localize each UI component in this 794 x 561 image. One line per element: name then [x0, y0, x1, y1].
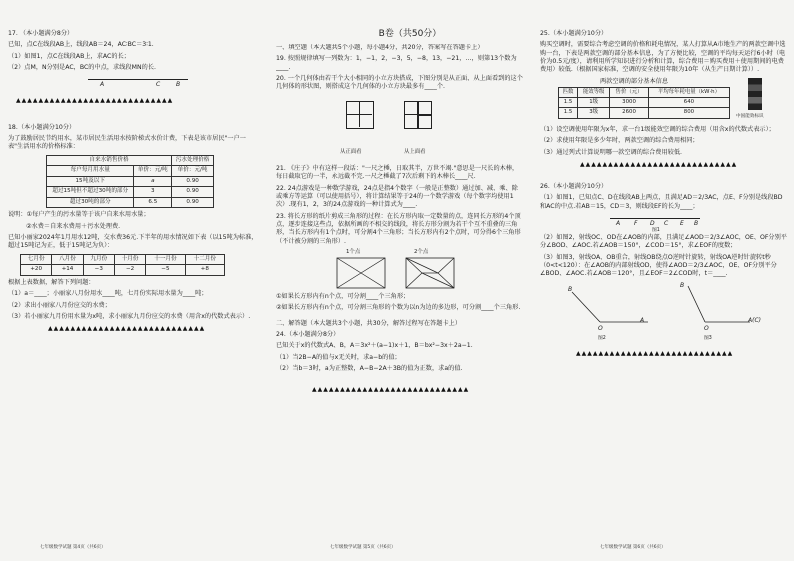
table-header-sewage: 污水处理价格 — [172, 155, 214, 166]
end-marks: ▲▲▲▲▲▲▲▲▲▲▲▲▲▲▲▲▲▲▲▲▲▲▲▲▲▲▲▲ — [16, 97, 174, 105]
q18-paragraph1: 已知小丽家2024年1月用水12吨，交水费36元.下半年的用水情况如下表（以15吨为标准，超过15吨记为正，低于15吨记为负）： — [8, 234, 258, 250]
table-title: 两款空调的部分基本信息 — [600, 77, 669, 85]
end-marks: ▲▲▲▲▲▲▲▲▲▲▲▲▲▲▲▲▲▲▲▲▲▲▲▲▲▲▲▲ — [312, 385, 470, 393]
fig-label-1point: 1个点 — [346, 249, 361, 256]
q26-part2: （2）如图2，射线OC、OD在∠AOB的内部，且满足∠AOD＝2/3∠AOC，OE、OF分别平分∠BOD、∠AOC.若∠AOB＝150°，∠COD＝15°，求∠EOF的度数； — [540, 234, 787, 250]
q17-heading: 17. （本小题满分8分） — [8, 30, 74, 37]
table-row: 1.5 3级 2600 800 — [559, 108, 730, 118]
q17-text: 已知，点C在线段AB上，线段AB＝24，AC∶BC＝3∶1. — [8, 41, 154, 49]
energy-label-icon — [748, 78, 762, 110]
q23-rectangles-figure — [276, 249, 524, 293]
note-2: ②水费＝自来水费用＋污水处理费. — [26, 222, 121, 230]
fig-label-c: C — [156, 81, 161, 89]
q23-part2: ②如果长方形内有n个点，可分割三角形的个数为以n为边的多边形，可分割____个三角形. — [276, 304, 521, 312]
q24-part2: （2）当b＝3时，a为正整数，A−B−2A＋3B的值为正数，求a的值. — [276, 365, 463, 373]
page-footer-4: 七年级数学试题 第4页（共6页） — [40, 544, 106, 550]
q18-part2: （2）求出小丽家八月份应交的水费； — [8, 301, 111, 309]
table-row: 超过15吨但不超过30吨的部分 3 0.90 — [47, 187, 214, 198]
page-footer-6: 七年级数学试题 第6页（共6页） — [600, 544, 666, 550]
table-header-tap: 自来水销售价格 — [47, 155, 172, 166]
q25-text: 购买空调时，需要综合考虑空调的价格和耗电情况，某人打算从A市地生产的两款空调中选购一台，下表是两款空调的部分基本信息，为了方便比较，空调的平均每天运行6小时（电价为0.5元/度），请利用所学知识进行分析和计算，综合费用＝购买费用＋使用期间的电费费用）较低.（根据国家标准，空调的安全使用年限为10年（从生产日期计算））. — [540, 41, 786, 74]
q19-text: 19. 按照规律填写一列数为：1，−1，2，−3，5，−8，13，−21，…，则第13个数为____. — [276, 55, 517, 71]
top-view-label: 从上面看 — [404, 148, 426, 155]
q18-intro: 为了鼓励居民节约用水，某市居民生活用水按阶梯式水价计费，下表是该市居民"一户一表"生活用水的价格标准： — [8, 134, 246, 151]
q26-fig2-fig3: B O A B O A(C) 图2 图3 — [540, 282, 788, 346]
table-row: 1.5 1级 3000 640 — [559, 98, 730, 108]
note-1: 说明：①每户产生的污水量等于该户自来水用水量； — [8, 211, 150, 219]
table-subheader-usage: 每户每月用水量 — [47, 166, 134, 177]
triangulation-diagram — [336, 257, 486, 291]
q20-text: 20. 一个几何体由若干个大小相同的小立方块搭成，下图分别是从正面、从上面看到的这个几何体的形状图，则搭成这个几何体的小立方块最多有____个. — [276, 75, 523, 91]
q25-part1: （1）设空调使用年限为x年，求一台1级能效空调的综合费用（用含x的代数式表示）； — [540, 125, 775, 133]
table-subheader-price: 单价：元/吨 — [134, 166, 172, 177]
q18-paragraph2: 根据上表数据，解答下列问题： — [8, 278, 95, 286]
q20-views-figure — [276, 95, 524, 165]
q23-part1: ①如果长方形内有n个点，可分割____个三角形； — [276, 293, 410, 301]
exam-column-page4 — [8, 28, 258, 539]
aircon-table: 匹数 能效等级 售价（元） 平均每年耗电量（kW·h） 1.5 1级 3000 640 1.5 3级 2600 800 — [558, 87, 730, 119]
q18-part3: （3）若小丽家九月份用水量为x吨，求小丽家九月份应交的水费（用含x的代数式表示）. — [8, 312, 251, 320]
part2-heading: 二、解答题（本大题共3个小题，共30分，解答过程写在答题卡上） — [276, 319, 462, 327]
q22-text: 22. 24点游戏是一种数学游戏，24点是指4个数字（一般是正整数）通过加、减、乘、除或乘方等运算（可以使用括号），将计算结果等于24的一个数学游戏（每个数字均使用1次）.现有1，2，3的24点游戏的一种计算式为____. — [276, 184, 518, 209]
q26-fig1: A F D C E B 图1 — [540, 214, 788, 234]
fig1-caption: 图1 — [652, 228, 660, 234]
q17-part1: （1）如图1，点C在线段AB上，求AC的长； — [8, 52, 130, 60]
exam-column-page6 — [540, 28, 788, 539]
q26-part1: （1）如图1，已知点C、D在线段AB上两点，且满足AD＝2/3AC，点E、F分别是线段BD和AC的中点.若AB＝15，CD＝3，则线段EF的长为____； — [540, 194, 783, 210]
angle-diagrams — [560, 282, 760, 338]
fig-label-b: B — [176, 81, 181, 89]
energy-label-caption: 中国能效标识 — [736, 113, 764, 119]
part1-heading: 一、填空题（本大题共5个小题，每小题4分，共20分，答案写在答题卡上） — [276, 44, 484, 51]
q24-part1: （1）当2B−A的值与x无关时，求a−b的值； — [276, 353, 401, 361]
q23-text: 23. 将长方形的纸片剪成三角形的过程：在长方形内取一定数量的点，连同长方形的4个顶点，逐步连接这些点，依据所画的不相交的线段，将长方形分割为若干个互不重叠的三角形，当长方形内有1个点时，可分割4个三角形；当长方形内有2个点时，可分得6个三角形（不计被分割的三角形）. — [276, 212, 521, 245]
q17-part2: （2）点M，N分别是AC，BC的中点，求线段MN的长. — [8, 64, 156, 72]
end-marks: ▲▲▲▲▲▲▲▲▲▲▲▲▲▲▲▲▲▲▲▲▲▲▲▲▲▲▲▲ — [48, 325, 206, 333]
q18-heading: 18.（本小题满分10分） — [8, 123, 76, 131]
q25-heading: 25.（本小题满分10分） — [540, 30, 608, 37]
water-price-table — [46, 155, 214, 209]
monthly-usage-table: 七月份 八月份 九月份 十月份 十一月份 十二月份 +20 +14 −3 −2 −5 +8 — [20, 254, 225, 276]
table-subheader-price2: 单价：元/吨 — [172, 166, 214, 177]
q24-heading: 24.（本小题满分8分） — [276, 331, 340, 339]
fig-label-a: A — [100, 81, 105, 89]
q17-segment-figure — [8, 75, 258, 93]
end-marks: ▲▲▲▲▲▲▲▲▲▲▲▲▲▲▲▲▲▲▲▲▲▲▲▲▲▲▲▲ — [576, 349, 734, 357]
fig3-caption: 图3 — [704, 335, 712, 341]
q26-heading: 26.（本小题满分10分） — [540, 182, 608, 190]
end-marks: ▲▲▲▲▲▲▲▲▲▲▲▲▲▲▲▲▲▲▲▲▲▲▲▲▲▲▲▲ — [580, 160, 738, 168]
q24-text: 已知关于x的代数式A、B，A＝3x²＋(a−1)x＋1，B＝bx²−3x＋2a−1. — [276, 342, 473, 350]
q25-part3: （3）通过列式计算说明哪一款空调的综合费用较低. — [540, 148, 683, 156]
page-footer-5: 七年级数学试题 第5页（共6页） — [330, 544, 396, 550]
fig2-caption: 图2 — [598, 335, 606, 341]
q21-text: 21. 《庄子》中有这样一段话："一尺之棰，日取其半，万世不竭."意思是一尺长的木棒，每日截取它的一半，永远截不完.一尺之棰截了7次后剩下的木棒长____尺. — [276, 164, 519, 181]
fig-label-2points: 2个点 — [414, 249, 429, 256]
table-row: 15吨及以下 a 0.90 — [47, 176, 214, 187]
section-b-title: B卷（共50分） — [378, 29, 442, 39]
table-row: 超过30吨的部分 6.5 0.90 — [47, 197, 214, 208]
front-view-label: 从正面看 — [340, 148, 362, 155]
aircon-info-block — [540, 78, 788, 126]
q25-part2: （2）求使用年限是多少年时，两款空调的综合费用相同； — [540, 137, 699, 145]
q26-part3: （3）如图3，射线OA、OB重合，射线OB绕点O逆时针旋转，射线OA逆时针旋转t秒（0<t<120）：在∠AOB的内部射线OD，使得∠AOD＝2/3∠AOC，OE、OF分别平分∠BOD、∠AOC.若∠AOB＝120°，且∠EOF＝2∠COD时，t＝____. — [540, 253, 777, 278]
q18-part1: （1）a＝____；小丽家八月份用水____吨，七月份实际用水量为____吨； — [8, 290, 208, 298]
exam-column-page5 — [276, 44, 524, 539]
